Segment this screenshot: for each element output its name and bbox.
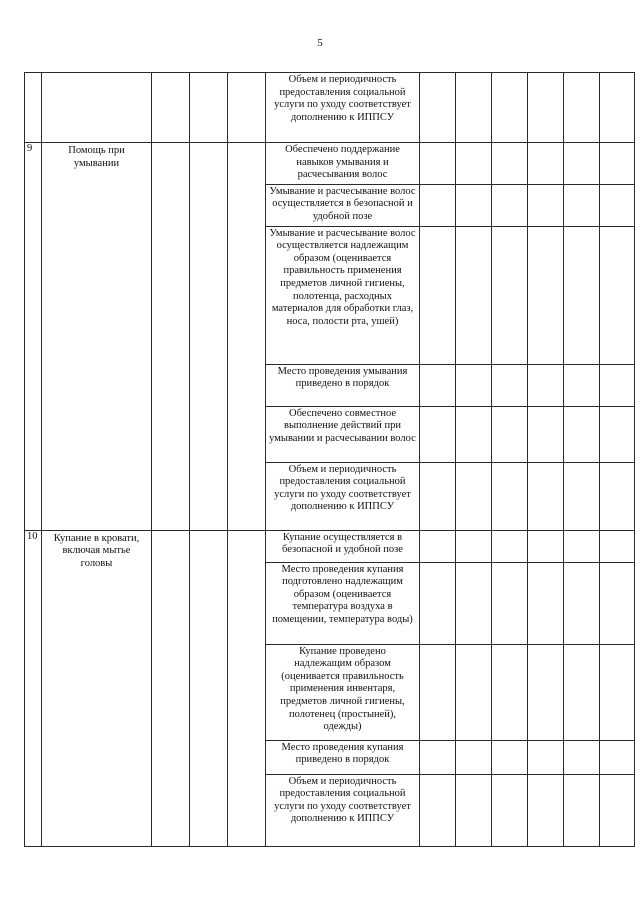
score-cell bbox=[492, 406, 528, 462]
score-cell bbox=[420, 364, 456, 406]
score-cell bbox=[420, 406, 456, 462]
criterion-cell: Обеспечено поддержание навыков умывания и расчесывания волос bbox=[266, 143, 420, 185]
score-cell bbox=[528, 562, 564, 644]
score-cell bbox=[600, 143, 635, 185]
score-cell bbox=[456, 226, 492, 364]
score-cell bbox=[420, 73, 456, 143]
criterion-cell: Объем и периодичность предоставления социальной услуги по уходу соответствует дополнению к ИППСУ bbox=[266, 774, 420, 846]
score-cell bbox=[456, 462, 492, 530]
score-cell bbox=[528, 184, 564, 226]
score-cell bbox=[564, 406, 600, 462]
score-cell bbox=[528, 364, 564, 406]
score-cell bbox=[564, 774, 600, 846]
score-cell bbox=[420, 530, 456, 562]
score-cell bbox=[456, 143, 492, 185]
criterion-cell: Место проведения купания приведено в порядок bbox=[266, 740, 420, 774]
service-name bbox=[42, 73, 152, 143]
table-body bbox=[25, 73, 635, 847]
score-cell bbox=[528, 226, 564, 364]
score-cell bbox=[492, 73, 528, 143]
score-cell bbox=[600, 364, 635, 406]
score-cell bbox=[492, 562, 528, 644]
score-cell bbox=[492, 226, 528, 364]
score-cell bbox=[528, 774, 564, 846]
empty-cell bbox=[152, 73, 190, 143]
score-cell bbox=[600, 644, 635, 740]
score-cell bbox=[456, 774, 492, 846]
evaluation-table bbox=[24, 72, 635, 847]
score-cell bbox=[456, 740, 492, 774]
score-cell bbox=[456, 644, 492, 740]
score-cell bbox=[456, 184, 492, 226]
row-number: 9 bbox=[25, 143, 42, 531]
criterion-cell: Объем и периодичность предоставления социальной услуги по уходу соответствует дополнению к ИППСУ bbox=[266, 73, 420, 143]
score-cell bbox=[420, 740, 456, 774]
score-cell bbox=[528, 406, 564, 462]
table-row bbox=[25, 530, 635, 562]
score-cell bbox=[456, 364, 492, 406]
score-cell bbox=[420, 462, 456, 530]
score-cell bbox=[600, 740, 635, 774]
score-cell bbox=[492, 740, 528, 774]
score-cell bbox=[420, 143, 456, 185]
score-cell bbox=[564, 143, 600, 185]
row-number bbox=[25, 73, 42, 143]
score-cell bbox=[564, 644, 600, 740]
criterion-cell: Обеспечено совместное выполнение действий при умывании и расчесывании волос bbox=[266, 406, 420, 462]
score-cell bbox=[600, 226, 635, 364]
score-cell bbox=[564, 184, 600, 226]
score-cell bbox=[492, 462, 528, 530]
score-cell bbox=[564, 364, 600, 406]
score-cell bbox=[600, 406, 635, 462]
empty-cell bbox=[190, 143, 228, 531]
score-cell bbox=[528, 530, 564, 562]
table-row bbox=[25, 143, 635, 185]
score-cell bbox=[564, 562, 600, 644]
criterion-cell: Купание осуществляется в безопасной и удобной позе bbox=[266, 530, 420, 562]
score-cell bbox=[456, 73, 492, 143]
criterion-cell: Умывание и расчесывание волос осуществляется надлежащим образом (оценивается правильность применения предметов личной гигиены, полотенца, расходных материалов для обработки глаз, носа, полости рта, ушей) bbox=[266, 226, 420, 364]
score-cell bbox=[456, 406, 492, 462]
empty-cell bbox=[228, 143, 266, 531]
score-cell bbox=[600, 530, 635, 562]
score-cell bbox=[528, 462, 564, 530]
score-cell bbox=[564, 226, 600, 364]
score-cell bbox=[600, 562, 635, 644]
score-cell bbox=[564, 462, 600, 530]
empty-cell bbox=[190, 530, 228, 846]
score-cell bbox=[492, 143, 528, 185]
score-cell bbox=[420, 774, 456, 846]
score-cell bbox=[456, 562, 492, 644]
page-number: 5 bbox=[317, 37, 323, 49]
empty-cell bbox=[152, 143, 190, 531]
score-cell bbox=[420, 562, 456, 644]
score-cell bbox=[492, 184, 528, 226]
score-cell bbox=[564, 530, 600, 562]
score-cell bbox=[492, 530, 528, 562]
score-cell bbox=[420, 184, 456, 226]
score-cell bbox=[600, 462, 635, 530]
criterion-cell: Место проведения умывания приведено в порядок bbox=[266, 364, 420, 406]
score-cell bbox=[528, 644, 564, 740]
row-number: 10 bbox=[25, 530, 42, 846]
criterion-cell: Место проведения купания подготовлено надлежащим образом (оценивается температура воздуха в помещении, температура воды) bbox=[266, 562, 420, 644]
criterion-cell: Объем и периодичность предоставления социальной услуги по уходу соответствует дополнению к ИППСУ bbox=[266, 462, 420, 530]
score-cell bbox=[528, 740, 564, 774]
empty-cell bbox=[190, 73, 228, 143]
score-cell bbox=[456, 530, 492, 562]
empty-cell bbox=[228, 73, 266, 143]
criterion-cell: Умывание и расчесывание волос осуществляется в безопасной и удобной позе bbox=[266, 184, 420, 226]
empty-cell bbox=[152, 530, 190, 846]
score-cell bbox=[600, 184, 635, 226]
score-cell bbox=[420, 644, 456, 740]
score-cell bbox=[528, 73, 564, 143]
service-name: Купание в кровати, включая мытье головы bbox=[42, 530, 152, 846]
score-cell bbox=[600, 774, 635, 846]
service-name: Помощь при умывании bbox=[42, 143, 152, 531]
criterion-cell: Купание проведено надлежащим образом (оценивается правильность применения инвентаря, предметов личной гигиены, полотенец (простыней), одежды) bbox=[266, 644, 420, 740]
empty-cell bbox=[228, 530, 266, 846]
table-row bbox=[25, 73, 635, 143]
score-cell bbox=[600, 73, 635, 143]
score-cell bbox=[420, 226, 456, 364]
score-cell bbox=[492, 774, 528, 846]
score-cell bbox=[564, 73, 600, 143]
score-cell bbox=[492, 364, 528, 406]
score-cell bbox=[492, 644, 528, 740]
score-cell bbox=[528, 143, 564, 185]
score-cell bbox=[564, 740, 600, 774]
